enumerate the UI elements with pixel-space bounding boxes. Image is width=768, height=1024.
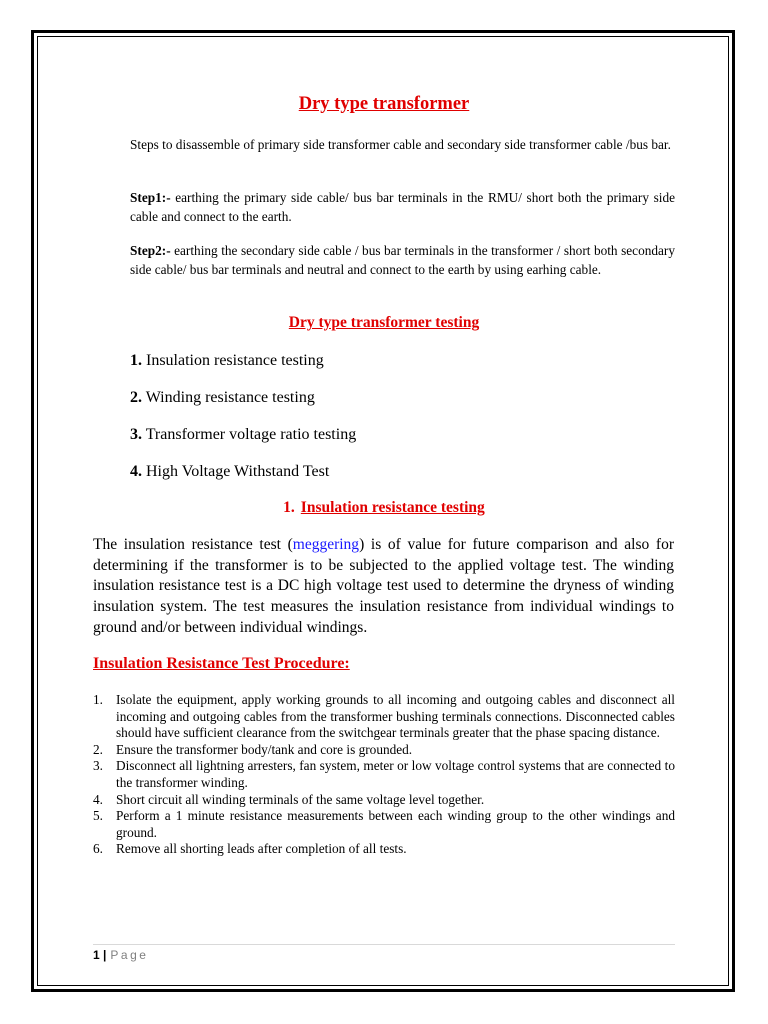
list-item-number: 2. bbox=[130, 389, 142, 406]
list-item-label: Insulation resistance testing bbox=[146, 352, 324, 369]
page-word: Page bbox=[110, 948, 149, 962]
procedure-item bbox=[93, 841, 675, 858]
procedure-list bbox=[93, 692, 675, 858]
para-text-after: ) is of value for future comparison and also for determining if the transformer is to be subjected to the applied voltage test. The winding insulation resistance test is a DC high voltage test used to determine the dryness of winding insulation system. The test measures the insulation resistance from individual windings to ground and/or between individual windings. bbox=[93, 536, 675, 636]
step2-label: Step2:- bbox=[130, 243, 171, 258]
meggering-term: meggering bbox=[292, 536, 360, 553]
procedure-number: 6. bbox=[93, 841, 103, 857]
footer-separator: | bbox=[103, 948, 107, 962]
page-number: 1 bbox=[93, 948, 100, 962]
procedure-text: Short circuit all winding terminals of the same voltage level together. bbox=[116, 791, 485, 807]
page-footer bbox=[93, 948, 148, 962]
list-item-number: 4. bbox=[130, 463, 142, 480]
list-item bbox=[130, 387, 356, 424]
section-title-text: Insulation resistance testing bbox=[300, 499, 485, 516]
step2-text: earthing the secondary side cable / bus bar terminals in the transformer / short both secondary side cable/ bus bar terminals and neutral and connect to the earth by using earhing cable. bbox=[130, 243, 675, 277]
step2-paragraph bbox=[130, 241, 675, 279]
para-text-before: The insulation resistance test ( bbox=[93, 536, 293, 553]
procedure-title: Insulation Resistance Test Procedure: bbox=[93, 655, 350, 672]
step1-label: Step1:- bbox=[130, 190, 171, 205]
procedure-text: Remove all shorting leads after completion of all tests. bbox=[116, 841, 407, 857]
list-item-number: 1. bbox=[130, 352, 142, 369]
step1-paragraph bbox=[130, 188, 675, 226]
test-list bbox=[130, 350, 356, 498]
section-paragraph bbox=[93, 535, 674, 639]
section-heading bbox=[0, 499, 768, 517]
procedure-number: 2. bbox=[93, 741, 103, 757]
section-number: 1. bbox=[283, 499, 295, 516]
list-item bbox=[130, 350, 356, 387]
procedure-number: 4. bbox=[93, 791, 103, 807]
procedure-text: Isolate the equipment, apply working grounds to all incoming and outgoing cables and disconnect all incoming and outgoing cables from the transformer bushing terminals connections. Disconnected cables should have sufficient clearance from the switchgear terminals greater that the phase spacing distance. bbox=[116, 692, 675, 741]
list-item-label: Transformer voltage ratio testing bbox=[145, 426, 357, 443]
procedure-item bbox=[93, 758, 675, 791]
procedure-item bbox=[93, 692, 675, 742]
procedure-text: Disconnect all lightning arresters, fan system, meter or low voltage control systems that are connected to the transformer winding. bbox=[116, 758, 675, 790]
list-item-number: 3. bbox=[130, 426, 142, 443]
page-title: Dry type transformer bbox=[298, 94, 470, 114]
procedure-number: 1. bbox=[93, 692, 103, 707]
procedure-item bbox=[93, 742, 675, 759]
procedure-text: Ensure the transformer body/tank and core is grounded. bbox=[116, 741, 413, 757]
step1-text: earthing the primary side cable/ bus bar terminals in the RMU/ short both the primary side cable and connect to the earth. bbox=[130, 190, 675, 224]
procedure-number: 3. bbox=[93, 758, 103, 774]
list-item-label: Winding resistance testing bbox=[145, 389, 315, 406]
intro-paragraph: Steps to disassemble of primary side transformer cable and secondary side transformer cable /bus bar. bbox=[130, 137, 671, 152]
procedure-number: 5. bbox=[93, 808, 103, 824]
testing-title: Dry type transformer testing bbox=[288, 314, 480, 331]
list-item bbox=[130, 424, 356, 461]
procedure-item bbox=[93, 792, 675, 809]
procedure-text: Perform a 1 minute resistance measurements between each winding group to the other windings and ground. bbox=[116, 808, 675, 840]
procedure-item bbox=[93, 808, 675, 841]
footer-divider bbox=[93, 944, 675, 945]
list-item bbox=[130, 461, 356, 498]
list-item-label: High Voltage Withstand Test bbox=[146, 463, 330, 480]
